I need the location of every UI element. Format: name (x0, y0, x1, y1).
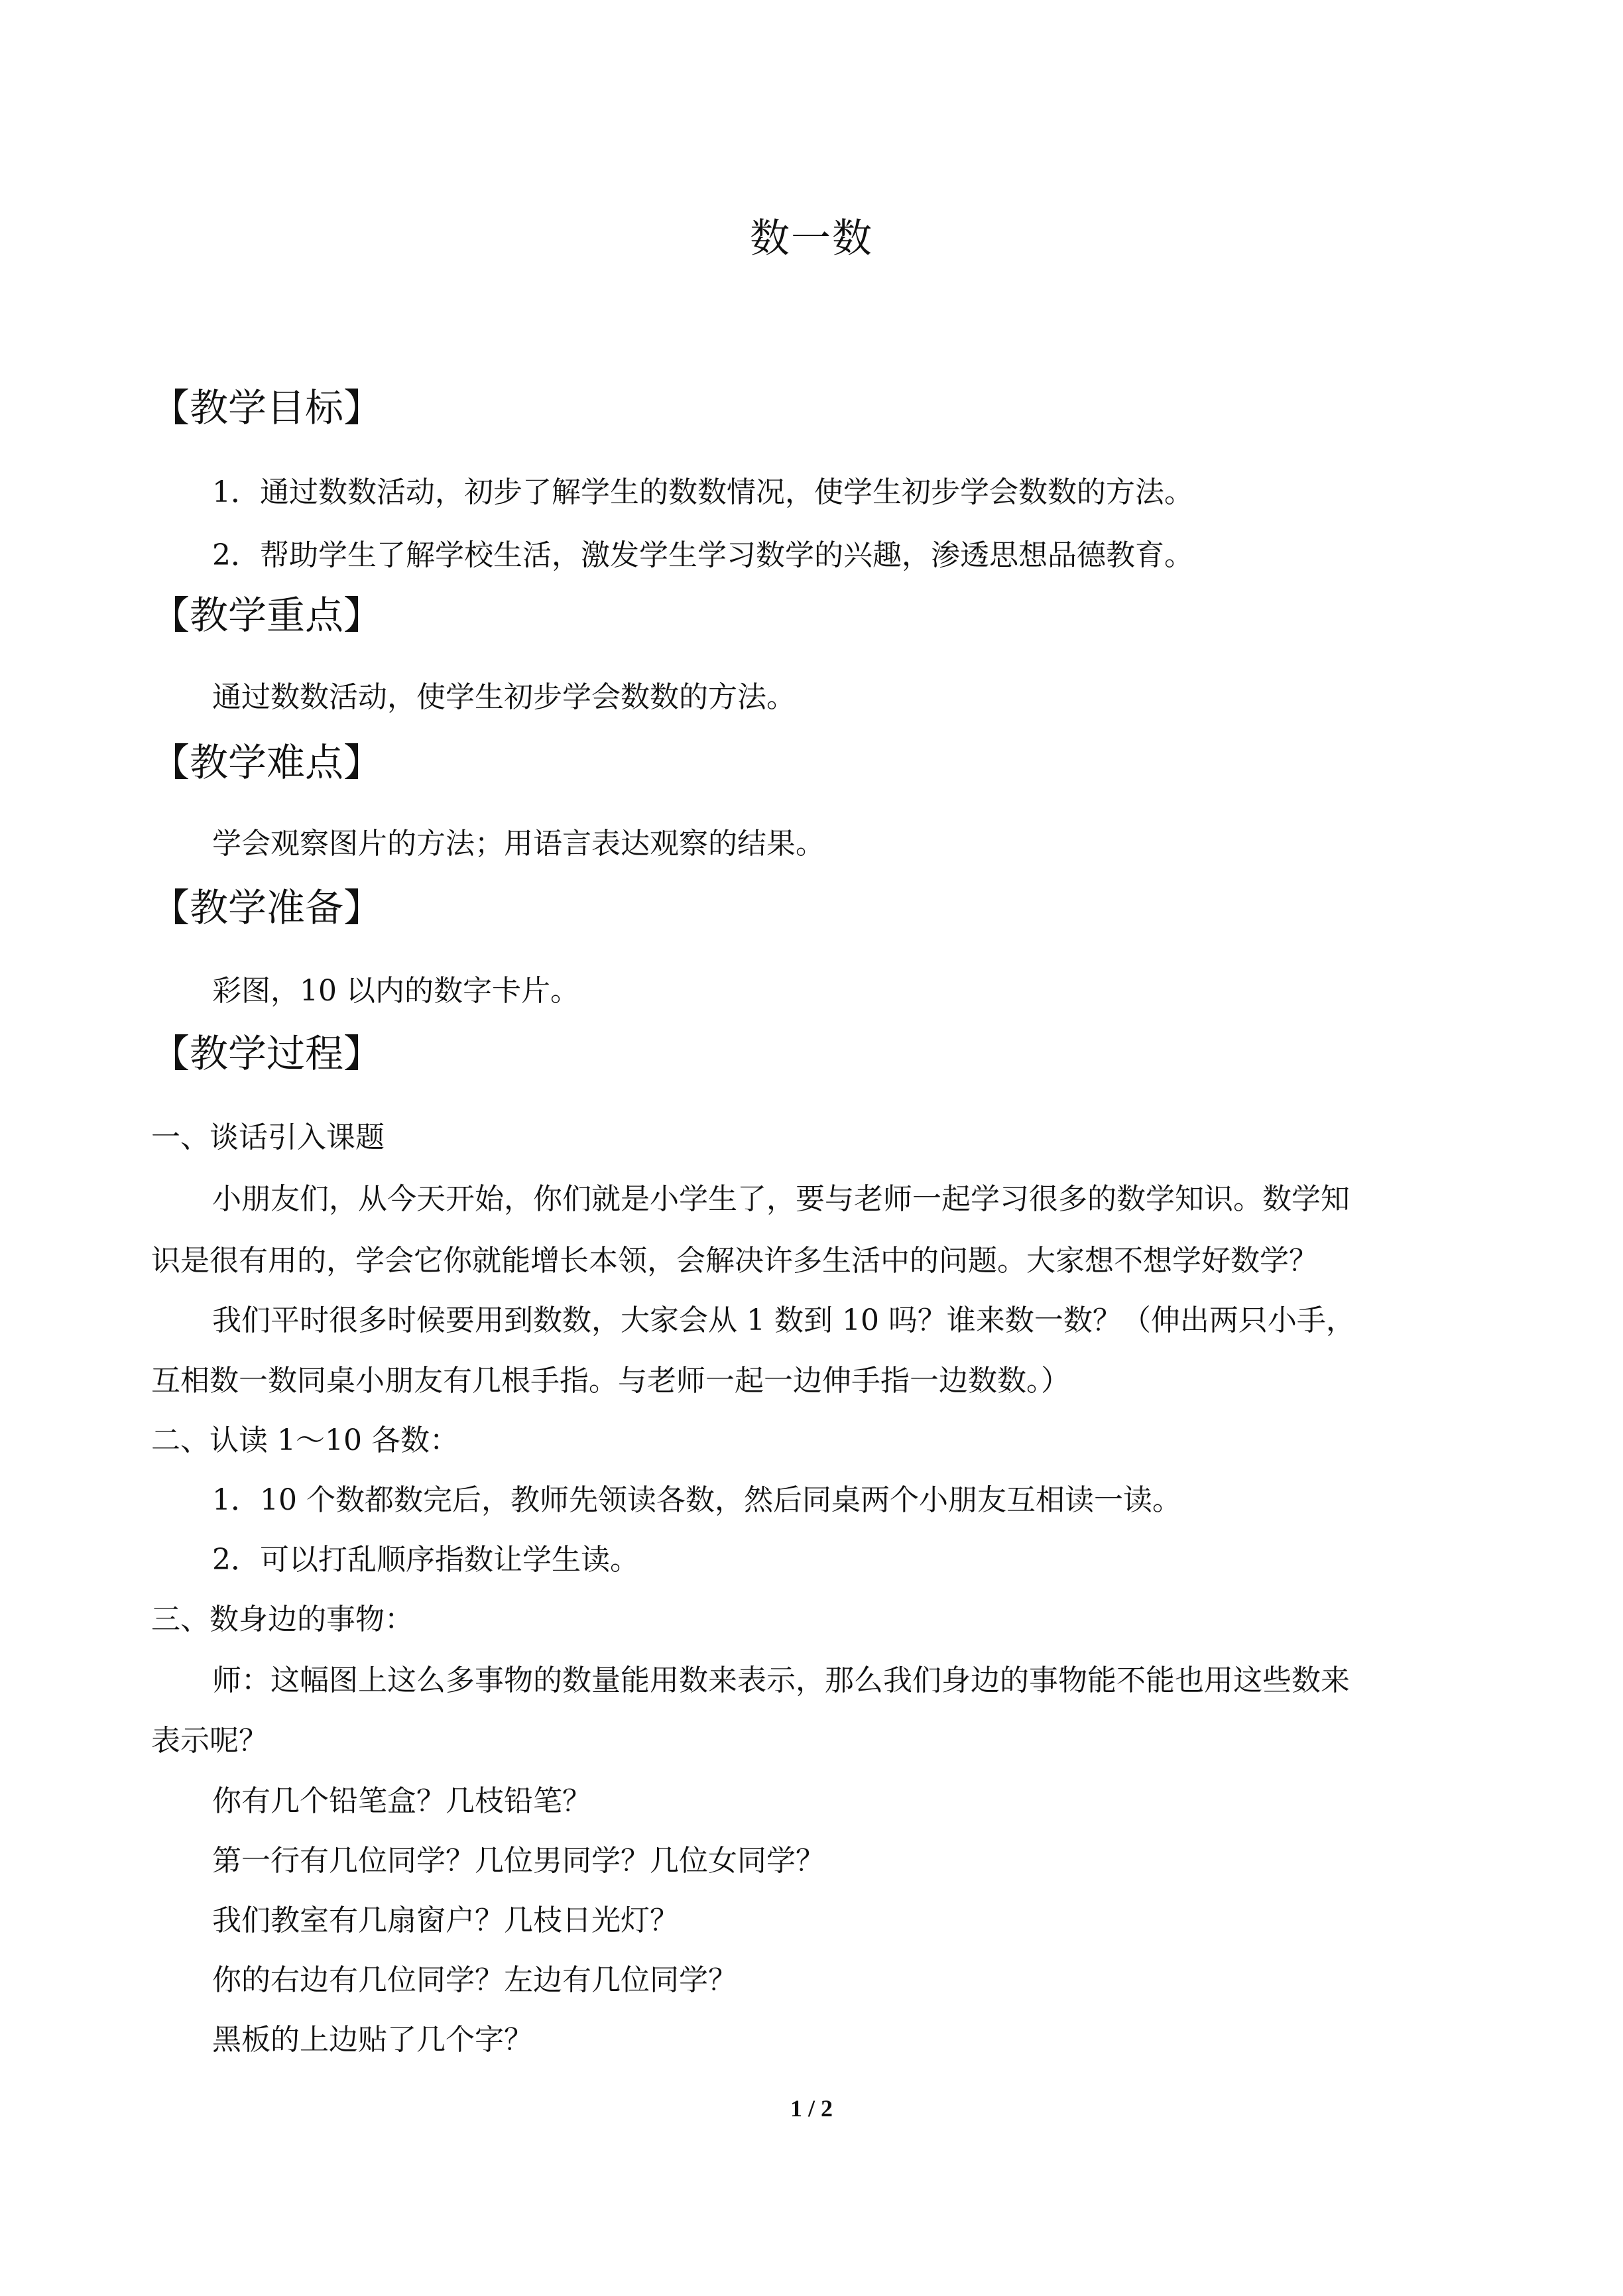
process-part-1-paragraph-1-line-2: 识是很有用的，学会它你就能增长本领，会解决许多生活中的问题。大家想不想学好数学？ (151, 1244, 1318, 1278)
process-part-1-title: 一、谈话引入课题 (151, 1120, 385, 1154)
question-line: 第一行有几位同学？几位男同学？几位女同学？ (212, 1844, 825, 1878)
section-heading-key-points: 【教学重点】 (151, 593, 383, 638)
preparation-line: 彩图，10 以内的数字卡片。 (212, 974, 579, 1008)
question-line: 你有几个铅笔盒？几枝铅笔？ (212, 1784, 591, 1818)
process-part-1-paragraph-1-line-1: 小朋友们，从今天开始，你们就是小学生了，要与老师一起学习很多的数学知识。数学知 (212, 1182, 1350, 1216)
document-title: 数一数 (750, 215, 873, 262)
process-part-3-paragraph-line-2: 表示呢？ (151, 1724, 268, 1758)
objective-line-1: 1．通过数数活动，初步了解学生的数数情况，使学生初步学会数数的方法。 (212, 475, 1193, 509)
objective-line-2: 2．帮助学生了解学校生活，激发学生学习数学的兴趣，渗透思想品德教育。 (212, 538, 1193, 572)
process-part-2-line-2: 2．可以打乱顺序指数让学生读。 (212, 1543, 639, 1577)
page-number: 1 / 2 (790, 2095, 833, 2122)
process-part-1-paragraph-2-line-1: 我们平时很多时候要用到数数，大家会从 1 数到 10 吗？谁来数一数？（伸出两只小手， (212, 1303, 1355, 1337)
section-heading-process: 【教学过程】 (151, 1031, 383, 1076)
process-part-3-title: 三、数身边的事物： (151, 1602, 414, 1636)
section-heading-difficulties: 【教学难点】 (151, 740, 383, 785)
difficulty-line: 学会观察图片的方法；用语言表达观察的结果。 (212, 827, 825, 861)
question-line: 你的右边有几位同学？左边有几位同学？ (212, 1963, 737, 1997)
process-part-1-paragraph-2-line-2: 互相数一数同桌小朋友有几根手指。与老师一起一边伸手指一边数数。） (151, 1364, 1070, 1398)
question-line: 我们教室有几扇窗户？几枝日光灯？ (212, 1903, 679, 1937)
process-part-2-title: 二、认读 1～10 各数： (151, 1423, 459, 1457)
process-part-2-line-1: 1．10 个数都数完后，教师先领读各数，然后同桌两个小朋友互相读一读。 (212, 1483, 1181, 1517)
process-part-3-paragraph-line-1: 师：这幅图上这么多事物的数量能用数来表示，那么我们身边的事物能不能也用这些数来 (212, 1663, 1350, 1697)
section-heading-preparation: 【教学准备】 (151, 885, 383, 930)
section-heading-objectives: 【教学目标】 (151, 385, 383, 430)
key-point-line: 通过数数活动，使学生初步学会数数的方法。 (212, 680, 796, 714)
question-line: 黑板的上边贴了几个字？ (212, 2023, 533, 2057)
